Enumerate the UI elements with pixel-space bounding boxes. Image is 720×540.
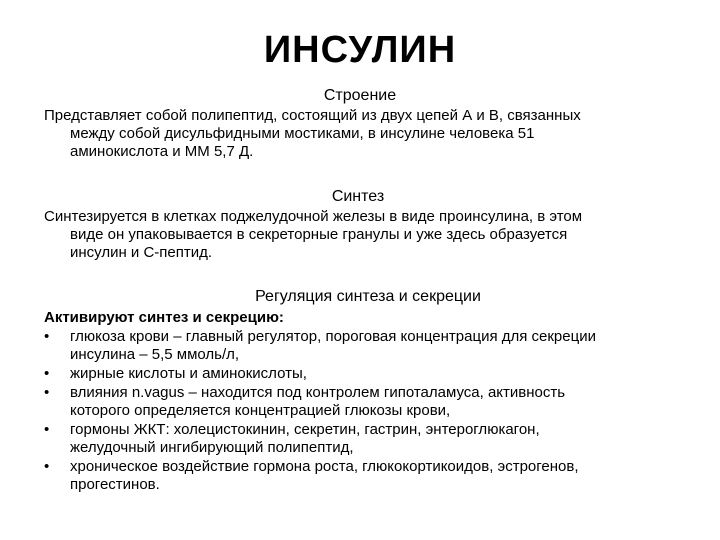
slide-title: ИНСУЛИН xyxy=(263,29,457,71)
list-item-line: хроническое воздействие гормона роста, глюкокортикоидов, эстрогенов, xyxy=(70,458,579,475)
structure-paragraph xyxy=(44,107,674,161)
synthesis-heading xyxy=(0,188,720,206)
bullet-marker: • xyxy=(44,458,50,475)
list-item-line: желудочный ингибирующий полипептид, xyxy=(70,439,354,456)
structure-heading-text: Строение xyxy=(323,87,397,104)
structure-line-3: аминокислота и ММ 5,7 Д. xyxy=(70,143,254,160)
list-item-line: инсулина – 5,5 ммоль/л, xyxy=(70,346,240,363)
bullet-marker: • xyxy=(44,365,50,382)
synthesis-heading-text: Синтез xyxy=(331,188,385,205)
list-item-line: глюкоза крови – главный регулятор, пороговая концентрация для секреции xyxy=(70,328,596,345)
list-item-line: которого определяется концентрацией глюкозы крови, xyxy=(70,402,451,419)
bullet-marker: • xyxy=(44,328,50,345)
synthesis-line-3: инсулин и С-пептид. xyxy=(70,244,213,261)
list-item-line: жирные кислоты и аминокислоты, xyxy=(70,365,307,382)
bullet-marker: • xyxy=(44,421,50,438)
structure-line-1: Представляет собой полипептид, состоящий из двух цепей А и В, связанных xyxy=(44,107,581,124)
regulation-heading-text: Регуляция синтеза и секреции xyxy=(255,288,481,305)
regulation-heading xyxy=(0,288,720,306)
list-item xyxy=(44,421,684,457)
regulation-list xyxy=(44,328,684,495)
structure-line-2: между собой дисульфидными мостиками, в инсулине человека 51 xyxy=(70,125,535,142)
bullet-marker: • xyxy=(44,384,50,401)
synthesis-paragraph xyxy=(44,208,674,262)
list-item-line: гормоны ЖКТ: холецистокинин, секретин, гастрин, энтероглюкагон, xyxy=(70,421,540,438)
regulation-subheading: Активируют синтез и секрецию: xyxy=(44,309,284,326)
list-item xyxy=(44,328,684,364)
list-item-line: влияния n.vagus – находится под контролем гипоталамуса, активность xyxy=(70,384,566,401)
structure-heading xyxy=(0,87,720,105)
list-item xyxy=(44,458,684,494)
synthesis-line-1: Синтезируется в клетках поджелудочной железы в виде проинсулина, в этом xyxy=(44,208,583,225)
synthesis-line-2: виде он упаковывается в секреторные гранулы и уже здесь образуется xyxy=(70,226,568,243)
list-item-line: прогестинов. xyxy=(70,476,160,493)
list-item xyxy=(44,365,684,383)
list-item xyxy=(44,384,684,420)
